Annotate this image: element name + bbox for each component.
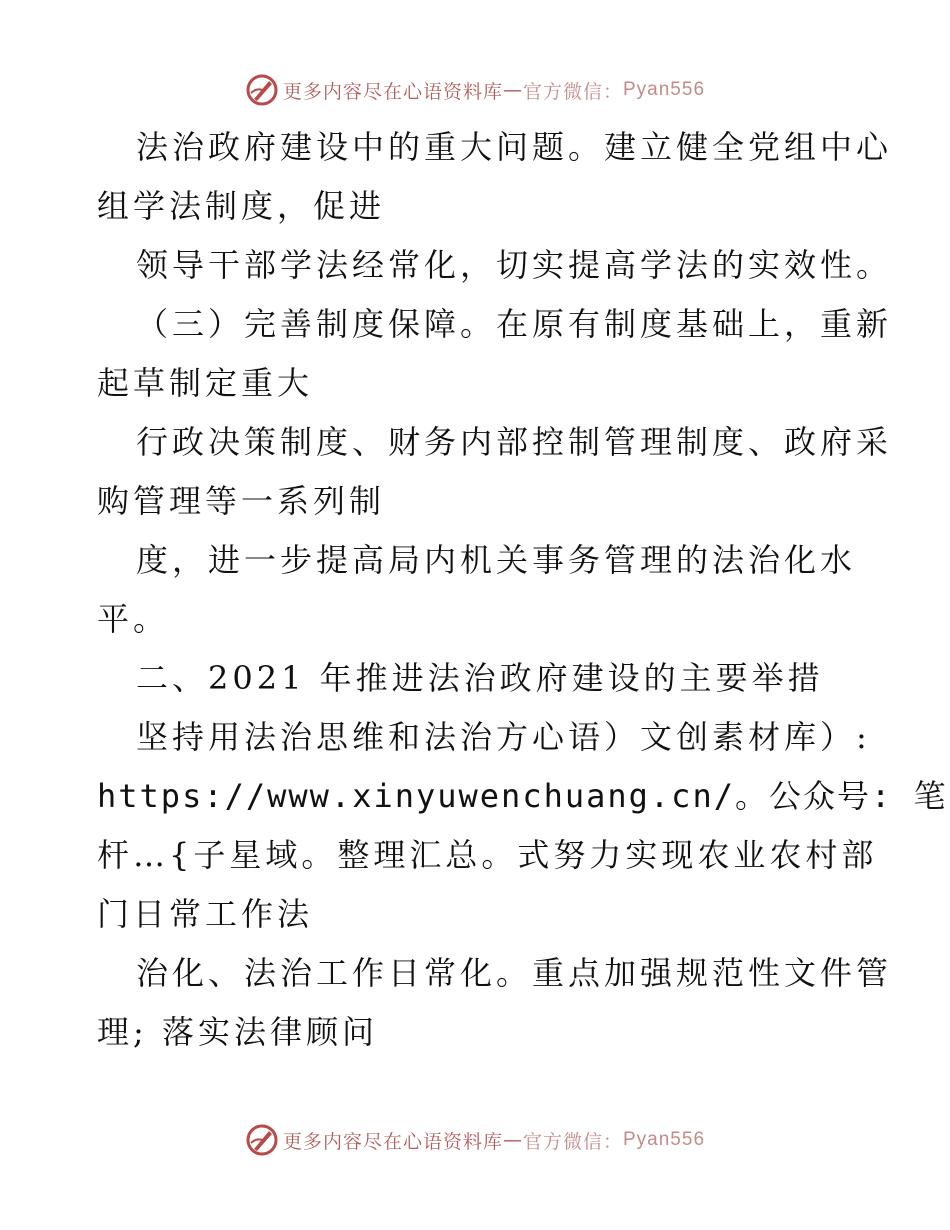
text-line: （三）完善制度保障。在原有制度基础上，重新 — [136, 305, 893, 343]
banner-wechat-id: Pyan556 — [623, 1129, 706, 1150]
banner-wechat-label: 官方微信： — [522, 1130, 623, 1153]
text-line: 门日常工作法 — [97, 895, 314, 933]
text-line: 坚持用法治思维和法治方心语）文创素材库）: — [136, 718, 871, 756]
text-line: 治化、法治工作日常化。重点加强规范性文件管 — [136, 954, 893, 992]
banner-main-text: 更多内容尽在心语资料库 — [282, 80, 503, 103]
text-line: 领导干部学法经常化，切实提高学法的实效性。 — [136, 246, 893, 284]
banner-separator: — — [502, 1129, 523, 1151]
text-line: 起草制定重大 — [97, 364, 314, 402]
footer-banner — [0, 1120, 950, 1160]
url-line: https://www.xinyuwenchuang.cn/。公众号: 笔 — [97, 777, 948, 815]
quill-logo-icon — [245, 1123, 279, 1157]
text-line: 法治政府建设中的重大问题。建立健全党组中心 — [136, 128, 893, 166]
text-line: 购管理等一系列制 — [97, 482, 386, 520]
banner-separator: — — [502, 79, 523, 101]
header-banner — [0, 70, 950, 110]
banner-wechat-label: 官方微信： — [522, 80, 623, 103]
banner-main-text: 更多内容尽在心语资料库 — [282, 1130, 503, 1153]
section-heading: 二、2021 年推进法治政府建设的主要举措 — [136, 659, 824, 697]
text-line: 理; 落实法律顾问 — [97, 1013, 378, 1051]
banner-wechat-id: Pyan556 — [623, 79, 706, 100]
quill-logo-icon — [245, 73, 279, 107]
text-line: 平。 — [97, 600, 170, 638]
text-line: 组学法制度，促进 — [97, 187, 386, 225]
document-body — [97, 118, 948, 1062]
text-line: 度，进一步提高局内机关事务管理的法治化水 — [136, 541, 857, 579]
text-line: 行政决策制度、财务内部控制管理制度、政府采 — [136, 423, 893, 461]
text-line: 杆…{子星域。整理汇总。式努力实现农业农村部 — [97, 836, 878, 874]
